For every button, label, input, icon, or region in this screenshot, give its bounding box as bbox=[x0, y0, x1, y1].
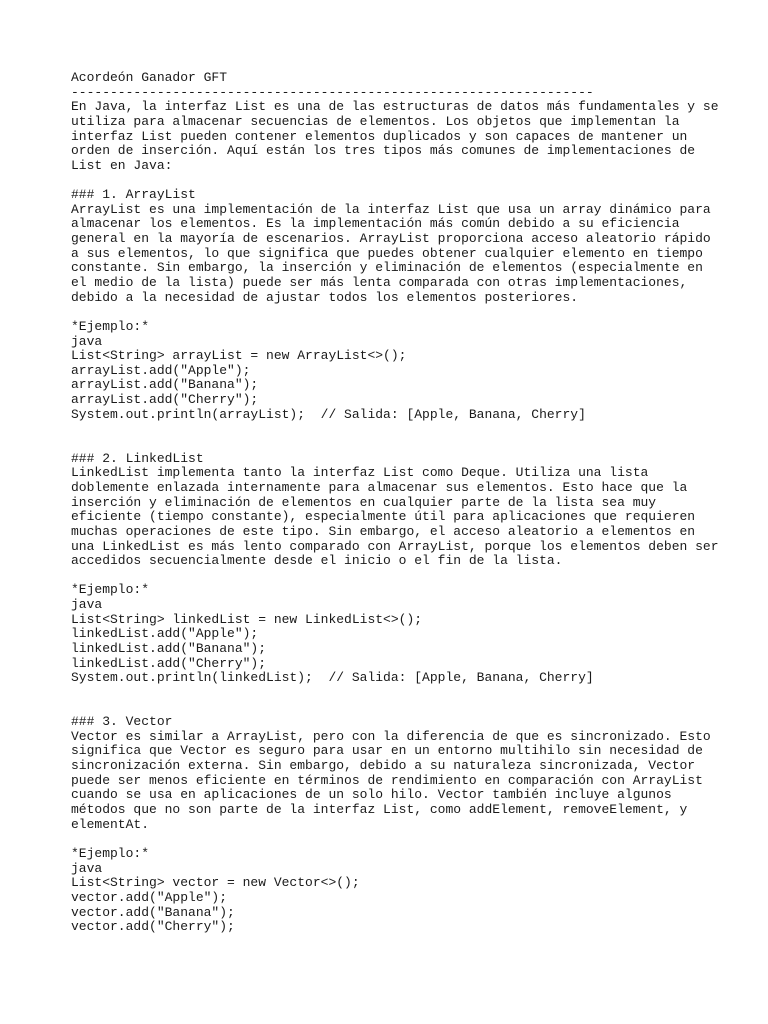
text-line: constante. Sin embargo, la inserción y eliminación de elementos (especialmente en bbox=[71, 260, 703, 276]
code-line: vector.add("Cherry"); bbox=[71, 919, 235, 935]
text-line: interfaz List pueden contener elementos duplicados y son capaces de mantener un bbox=[71, 128, 688, 144]
code-line: System.out.println(arrayList); // Salida: [Apple, Banana, Cherry] bbox=[71, 406, 586, 422]
text-line: significa que Vector es seguro para usar en un entorno multihilo sin necesidad de bbox=[71, 743, 703, 759]
intro-paragraph bbox=[71, 100, 721, 173]
text-line: LinkedList implementa tanto la interfaz List como Deque. Utiliza una lista bbox=[71, 465, 649, 481]
code-block bbox=[71, 335, 721, 423]
code-line: java bbox=[71, 333, 103, 349]
document-page bbox=[71, 71, 721, 935]
text-line: List en Java: bbox=[71, 157, 173, 173]
example-label: *Ejemplo:* bbox=[71, 318, 150, 334]
section-body bbox=[71, 730, 721, 832]
code-line: linkedList.add("Apple"); bbox=[71, 626, 259, 642]
example-label: *Ejemplo:* bbox=[71, 845, 150, 861]
text-line: elementAt. bbox=[71, 816, 150, 832]
section-heading: ### 2. LinkedList bbox=[71, 450, 204, 466]
section-linkedlist bbox=[71, 452, 721, 686]
document-title: Acordeón Ganador GFT bbox=[71, 70, 228, 85]
text-line: accedidos secuencialmente desde el inicio o el fin de la lista. bbox=[71, 553, 563, 569]
code-line: arrayList.add("Cherry"); bbox=[71, 392, 259, 408]
text-line: general en la mayoría de escenarios. ArrayList proporciona acceso aleatorio rápido bbox=[71, 231, 711, 247]
code-line: List<String> arrayList = new ArrayList<>(); bbox=[71, 348, 407, 364]
text-line: cuando se usa en aplicaciones de un solo hilo. Vector también incluye algunos bbox=[71, 787, 672, 803]
text-line: ArrayList es una implementación de la interfaz List que usa un array dinámico para bbox=[71, 201, 711, 217]
text-line: muchas operaciones de este tipo. Sin embargo, el acceso aleatorio a elementos en bbox=[71, 523, 696, 539]
title-rule: ------------------------------------------------------------------- bbox=[71, 84, 594, 100]
code-line: arrayList.add("Banana"); bbox=[71, 377, 259, 393]
code-line: List<String> linkedList = new LinkedList<>(); bbox=[71, 611, 423, 627]
text-line: sincronización externa. Sin embargo, debido a su naturaleza sincronizada, Vector bbox=[71, 758, 696, 774]
text-line: almacenar los elementos. Es la implementación más común debido a su eficiencia bbox=[71, 216, 680, 232]
code-line: vector.add("Banana"); bbox=[71, 904, 235, 920]
code-block bbox=[71, 862, 721, 935]
text-line: eficiente (tiempo constante), especialmente útil para aplicaciones que requieren bbox=[71, 509, 696, 525]
code-line: linkedList.add("Cherry"); bbox=[71, 655, 267, 671]
section-heading: ### 1. ArrayList bbox=[71, 187, 196, 203]
text-line: utiliza para almacenar secuencias de elementos. Los objetos que implementan la bbox=[71, 113, 680, 129]
section-vector bbox=[71, 715, 721, 935]
code-line: vector.add("Apple"); bbox=[71, 889, 228, 905]
text-line: orden de inserción. Aquí están los tres tipos más comunes de implementaciones de bbox=[71, 143, 696, 159]
code-line: List<String> vector = new Vector<>(); bbox=[71, 875, 360, 891]
code-line: java bbox=[71, 860, 103, 876]
section-body bbox=[71, 466, 721, 568]
code-line: System.out.println(linkedList); // Salida: [Apple, Banana, Cherry] bbox=[71, 670, 594, 686]
code-line: java bbox=[71, 597, 103, 613]
example-label: *Ejemplo:* bbox=[71, 582, 150, 598]
section-heading: ### 3. Vector bbox=[71, 714, 173, 730]
text-line: En Java, la interfaz List es una de las estructuras de datos más fundamentales y se bbox=[71, 99, 719, 115]
text-line: inserción y eliminación de elementos en cualquier parte de la lista sea muy bbox=[71, 494, 657, 510]
text-line: una LinkedList es más lento comparado con ArrayList, porque los elementos deben ser bbox=[71, 538, 719, 554]
code-line: linkedList.add("Banana"); bbox=[71, 640, 267, 656]
text-line: a sus elementos, lo que significa que puedes obtener cualquier elemento en tiempo bbox=[71, 245, 703, 261]
text-line: puede ser menos eficiente en términos de rendimiento en comparación con ArrayList bbox=[71, 772, 703, 788]
section-arraylist bbox=[71, 188, 721, 422]
code-line: arrayList.add("Apple"); bbox=[71, 362, 251, 378]
text-line: doblemente enlazada internamente para almacenar sus elementos. Esto hace que la bbox=[71, 479, 688, 495]
text-line: debido a la necesidad de ajustar todos los elementos posteriores. bbox=[71, 289, 579, 305]
code-block bbox=[71, 598, 721, 686]
text-line: Vector es similar a ArrayList, pero con la diferencia de que es sincronizado. Esto bbox=[71, 728, 711, 744]
section-body bbox=[71, 203, 721, 305]
text-line: el medio de la lista) puede ser más lenta comparada con otras implementaciones, bbox=[71, 274, 688, 290]
text-line: métodos que no son parte de la interfaz List, como addElement, removeElement, y bbox=[71, 802, 688, 818]
